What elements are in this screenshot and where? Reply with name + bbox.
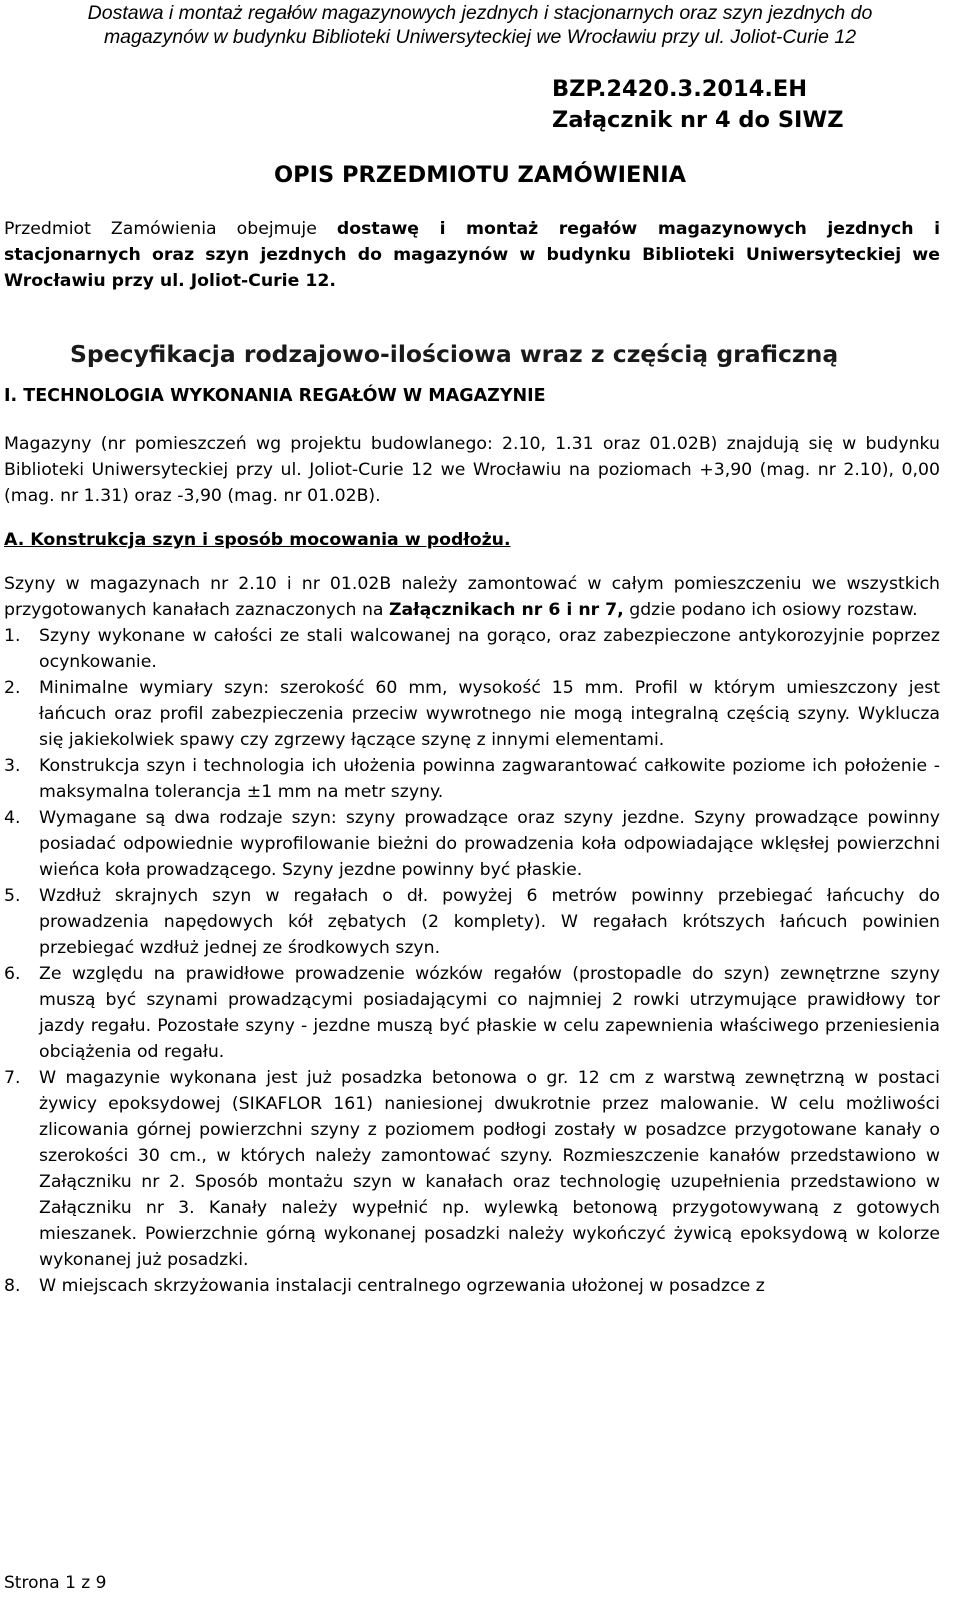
header-line-1: Dostawa i montaż regałów magazynowych jezdnych i stacjonarnych oraz szyn jezdnych do xyxy=(87,2,873,24)
list-item xyxy=(4,753,940,805)
intro-subject: dostawę i montaż regałów magazynowych jezdnych i stacjonarnych oraz szyn jezdnych do magazynów w budynku Biblioteki Uniwersyteckiej we Wrocławiu przy ul. Joliot-Curie 12. xyxy=(4,219,940,291)
list-item xyxy=(4,1065,940,1273)
intro-paragraph xyxy=(4,216,940,294)
item-text: Szyny wykonane w całości ze stali walcowanej na gorąco, oraz zabezpieczone antykorozyjnie poprzez ocynkowanie. xyxy=(39,626,940,672)
rails-paragraph xyxy=(4,571,940,623)
subsection-heading: A. Konstrukcja szyn i sposób mocowania w podłożu. xyxy=(4,530,511,550)
section-heading: I. TECHNOLOGIA WYKONANIA REGAŁÓW W MAGAZYNIE xyxy=(4,386,546,406)
list-item xyxy=(4,1273,940,1299)
document-body xyxy=(4,216,940,1299)
item-number: 6. xyxy=(4,964,21,984)
spec-heading: Specyfikacja rodzajowo-ilościowa wraz z częścią graficzną xyxy=(70,340,839,368)
page-number: Strona 1 z 9 xyxy=(4,1573,107,1593)
item-number: 3. xyxy=(4,756,21,776)
item-text: Ze względu na prawidłowe prowadzenie wózków regałów (prostopadle do szyn) zewnętrzne szyny muszą być szynami prowadzącymi posiadającymi co najmniej 2 rowki utrzymujące prawidłowy tor jazdy regału. Pozostałe szyny - jezdne muszą być płaskie w celu zapewnienia właściwego przeniesienia obciążenia od regału. xyxy=(39,964,940,1062)
item-text: Minimalne wymiary szyn: szerokość 60 mm, wysokość 15 mm. Profil w którym umieszczony jest łańcuch oraz profil zabezpieczenia przeciw wywrotnego nie mogą integralną częścią szyny. Wyklucza się jakiekolwiek spawy czy zgrzewy łączące szynę z innymi elementami. xyxy=(39,678,940,750)
item-number: 7. xyxy=(4,1068,21,1088)
item-number: 8. xyxy=(4,1276,21,1296)
rails-lead: Szyny w magazynach nr 2.10 i nr 01.02B należy zamontować w całym pomieszczeniu we wszystkich przygotowanych kanałach zaznaczonych na xyxy=(4,574,940,620)
list-item xyxy=(4,623,940,675)
intro-lead: Przedmiot Zamówienia obejmuje xyxy=(4,219,337,239)
item-text: W miejscach skrzyżowania instalacji centralnego ogrzewania ułożonej w posadzce z xyxy=(39,1276,765,1296)
list-item xyxy=(4,675,940,753)
reference-block xyxy=(552,74,844,136)
item-number: 2. xyxy=(4,678,21,698)
item-number: 4. xyxy=(4,808,21,828)
list-item xyxy=(4,883,940,961)
rails-attachments: Załącznikach nr 6 i nr 7, xyxy=(388,600,624,620)
requirements-list xyxy=(4,623,940,1299)
case-number: BZP.2420.3.2014.EH xyxy=(552,76,808,102)
header-line-2: magazynów w budynku Biblioteki Uniwersyteckiej we Wrocławiu przy ul. Joliot-Curie 12 xyxy=(103,26,857,48)
item-number: 5. xyxy=(4,886,21,906)
magazines-paragraph: Magazyny (nr pomieszczeń wg projektu budowlanego: 2.10, 1.31 oraz 01.02B) znajdują się w budynku Biblioteki Uniwersyteckiej przy ul. Joliot-Curie 12 we Wrocławiu na poziomach +3,90 (mag. nr 2.10), 0,00 (mag. nr 1.31) oraz -3,90 (mag. nr 01.02B). xyxy=(4,434,940,506)
list-item xyxy=(4,961,940,1065)
item-text: Wymagane są dwa rodzaje szyn: szyny prowadzące oraz szyny jezdne. Szyny prowadzące powinny posiadać odpowiednie wyprofilowanie bieżni do prowadzenia koła odpowiadające wklęsłej powierzchni wieńca koła prowadzącego. Szyny jezdne powinny być płaskie. xyxy=(39,808,940,880)
document-title: OPIS PRZEDMIOTU ZAMÓWIENIA xyxy=(274,162,686,188)
item-text: Konstrukcja szyn i technologia ich ułożenia powinna zagwarantować całkowite poziome ich położenie - maksymalna tolerancja ±1 mm na metr szyny. xyxy=(39,756,940,802)
item-text: Wzdłuż skrajnych szyn w regałach o dł. powyżej 6 metrów powinny przebiegać łańcuchy do prowadzenia napędowych kół zębatych (2 komplety). W regałach krótszych łańcuch powinien przebiegać wzdłuż jednej ze środkowych szyn. xyxy=(39,886,940,958)
page-header xyxy=(0,0,960,49)
item-text: W magazynie wykonana jest już posadzka betonowa o gr. 12 cm z warstwą zewnętrzną w postaci żywicy epoksydowej (SIKAFLOR 161) naniesionej dwukrotnie przez malowanie. W celu możliwości zlicowania górnej powierzchni szyny z poziomem podłogi zostały w posadzce przygotowane kanały o szerokości 30 cm., w których należy zamontować szyny. Rozmieszczenie kanałów przedstawiono w Załączniku nr 2. Sposób montażu szyn w kanałach oraz technologię uzupełnienia przedstawiono w Załączniku nr 3. Kanały należy wypełnić np. wylewką betonową przygotowywaną z gotowych mieszanek. Powierzchnie górną wykonanej posadzki należy wykończyć żywicą epoksydową w kolorze wykonanej już posadzki. xyxy=(39,1068,940,1270)
rails-tail: gdzie podano ich osiowy rozstaw. xyxy=(623,600,918,620)
item-number: 1. xyxy=(4,626,21,646)
list-item xyxy=(4,805,940,883)
attachment-label: Załącznik nr 4 do SIWZ xyxy=(552,107,844,133)
